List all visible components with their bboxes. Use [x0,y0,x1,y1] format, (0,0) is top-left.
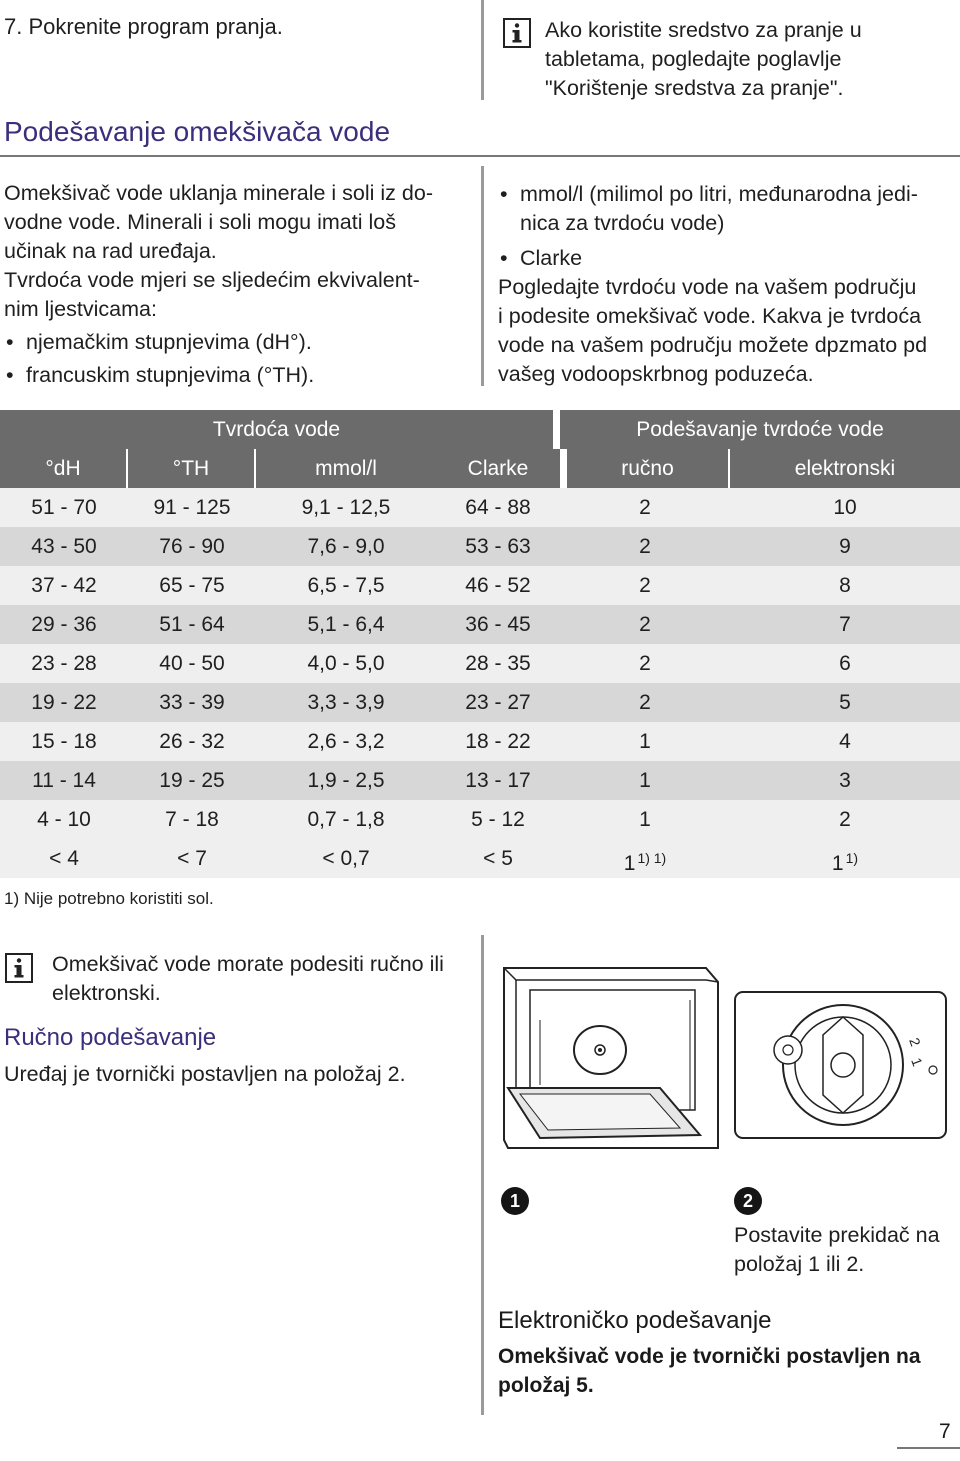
water-hardness-table [0,410,960,878]
table-cell: < 5 [436,839,560,878]
table-cell: < 7 [128,839,256,878]
table-cell: 28 - 35 [436,644,560,683]
table-cell: 2 [560,683,730,722]
figure-caption: Postavite prekidač na položaj 1 ili 2. [734,1223,940,1276]
footnote-ref: 1) [845,850,859,866]
table-row [0,800,960,839]
table-footnote: 1) Nije potrebno koristiti sol. [4,889,214,908]
table-row [0,839,960,878]
section-title: Podešavanje omekšivača vode [4,116,391,147]
table-row [0,722,960,761]
table-cell: 1 [560,800,730,839]
table-cell: 33 - 39 [128,683,256,722]
electronic-text: Omekšivač vode je tvornički postavljen na položaj 5. [498,1345,921,1397]
manual-title: Ručno podešavanje [4,1024,217,1051]
table-cell: 5,1 - 6,4 [256,605,436,644]
table-cell: 2,6 - 3,2 [256,722,436,761]
list-item: • njemačkim stupnjevima (dH°). [4,328,469,357]
table-cell: 2 [560,566,730,605]
right-p-line4: vašeg vodoopskrbnog poduzeća. [498,362,814,386]
section-divider [0,155,960,157]
intro-p1-line3: učinak na rad uređaja. [4,239,217,263]
col-mmol: mmol/l [256,449,436,488]
table-cell: 6 [730,644,960,683]
info-icon [5,953,33,983]
info-box-bar [481,0,484,100]
footer-line [897,1447,960,1449]
info-tablets-text: Ako koristite sredstvo za pranje u tabletama, pogledajte poglavlje "Korištenje sredstva za pranje". [545,18,862,100]
intro-p2-line2: nim ljestvicama: [4,297,157,321]
table-cell: 40 - 50 [128,644,256,683]
intro-p1-line1: Omekšivač vode uklanja minerale i soli iz do- [4,181,433,205]
table-cell: 18 - 22 [436,722,560,761]
table-cell: 64 - 88 [436,488,560,527]
table-cell: 29 - 36 [0,605,128,644]
table-cell: 19 - 25 [128,761,256,800]
table-cell: 8 [730,566,960,605]
table-cell: 26 - 32 [128,722,256,761]
right-col-text [498,180,960,389]
table-column-header [0,449,960,488]
table-cell: 76 - 90 [128,527,256,566]
table-cell: 5 [730,683,960,722]
column-divider [481,166,484,386]
table-cell: 23 - 28 [0,644,128,683]
table-cell: 1 [560,722,730,761]
table-cell: 7 [730,605,960,644]
table-cell: 13 - 17 [436,761,560,800]
intro-p1-line2: vodne vode. Minerali i soli mogu imati loš [4,210,396,234]
table-cell: 3,3 - 3,9 [256,683,436,722]
table-cell: 4 [730,722,960,761]
table-cell: 0,7 - 1,8 [256,800,436,839]
table-cell-manual: 1 $^{1) 1)}$ [560,839,730,878]
figure-badge-1: 1 [501,1187,529,1215]
table-cell-electronic: 1 $^{1)}$ [730,839,960,878]
table-row [0,488,960,527]
dial-label-2: 2 [906,1035,924,1049]
table-cell: < 4 [0,839,128,878]
table-cell: 2 [560,527,730,566]
intro-text [4,179,469,390]
table-cell: 91 - 125 [128,488,256,527]
table-cell: 10 [730,488,960,527]
table-body [0,488,960,839]
table-cell: 2 [560,488,730,527]
table-group-header [0,410,960,449]
table-row [0,683,960,722]
electronic-title: Elektroničko podešavanje [498,1307,772,1334]
table-cell: 5 - 12 [436,800,560,839]
table-cell: 7 - 18 [128,800,256,839]
table-cell: 15 - 18 [0,722,128,761]
table-cell: 2 [560,644,730,683]
table-cell: 9 [730,527,960,566]
dial-label-1: 1 [908,1055,926,1069]
table-cell: 1,9 - 2,5 [256,761,436,800]
info-icon [503,18,531,48]
table-cell: 19 - 22 [0,683,128,722]
info-softener-text: Omekšivač vode morate podesiti ručno ili elektronski. [52,952,444,1005]
dishwasher-illustration [500,960,722,1150]
col-manual: ručno [567,449,730,488]
list-item: • francuskim stupnjevima (°TH). [4,361,469,390]
table-cell: 11 - 14 [0,761,128,800]
table-cell: 2 [560,605,730,644]
step-7: 7. Pokrenite program pranja. [4,14,283,39]
dial-illustration [733,990,948,1140]
col-electronic: elektronski [730,449,960,488]
column-divider [481,935,484,1415]
table-row [0,644,960,683]
table-cell: 43 - 50 [0,527,128,566]
table-row [0,566,960,605]
col-th: °TH [128,449,256,488]
col-dh: °dH [0,449,128,488]
col-clarke: Clarke [436,449,567,488]
page-number: 7 [939,1420,951,1443]
table-cell: 2 [730,800,960,839]
table-cell: 3 [730,761,960,800]
table-cell: 53 - 63 [436,527,560,566]
table-cell: 1 [560,761,730,800]
table-cell: 65 - 75 [128,566,256,605]
table-row [0,605,960,644]
table-cell: 7,6 - 9,0 [256,527,436,566]
table-cell: 46 - 52 [436,566,560,605]
right-p-line2: i podesite omekšivač vode. Kakva je tvrdoća [498,304,922,328]
table-cell: 51 - 70 [0,488,128,527]
header-hardness-setting: Podešavanje tvrdoće vode [560,410,960,449]
manual-text: Uređaj je tvornički postavljen na položaj 2. [4,1062,406,1086]
table-cell: 51 - 64 [128,605,256,644]
table-row [0,527,960,566]
table-cell: 36 - 45 [436,605,560,644]
list-item: • mmol/l (milimol po litri, međunarodna jedi- nica za tvrdoću vode) [498,180,960,238]
scale-list [4,328,469,390]
footnote-ref: 1) 1) [637,850,667,866]
table-cell: 4,0 - 5,0 [256,644,436,683]
scale-list-continued [498,180,960,273]
header-water-hardness: Tvrdoća vode [0,410,560,449]
right-p-line1: Pogledajte tvrdoću vode na vašem području [498,275,917,299]
table-cell: 4 - 10 [0,800,128,839]
table-cell: 37 - 42 [0,566,128,605]
table-cell: 9,1 - 12,5 [256,488,436,527]
intro-p2-line1: Tvrdoća vode mjeri se sljedećim ekvivalent- [4,268,420,292]
right-p-line3: vode na vašem području možete dpzmato pd [498,333,928,357]
figure-badge-2: 2 [734,1187,762,1215]
table-cell: 6,5 - 7,5 [256,566,436,605]
table-cell: 23 - 27 [436,683,560,722]
table-cell: < 0,7 [256,839,436,878]
table-row [0,761,960,800]
list-item: • Clarke [498,244,960,273]
